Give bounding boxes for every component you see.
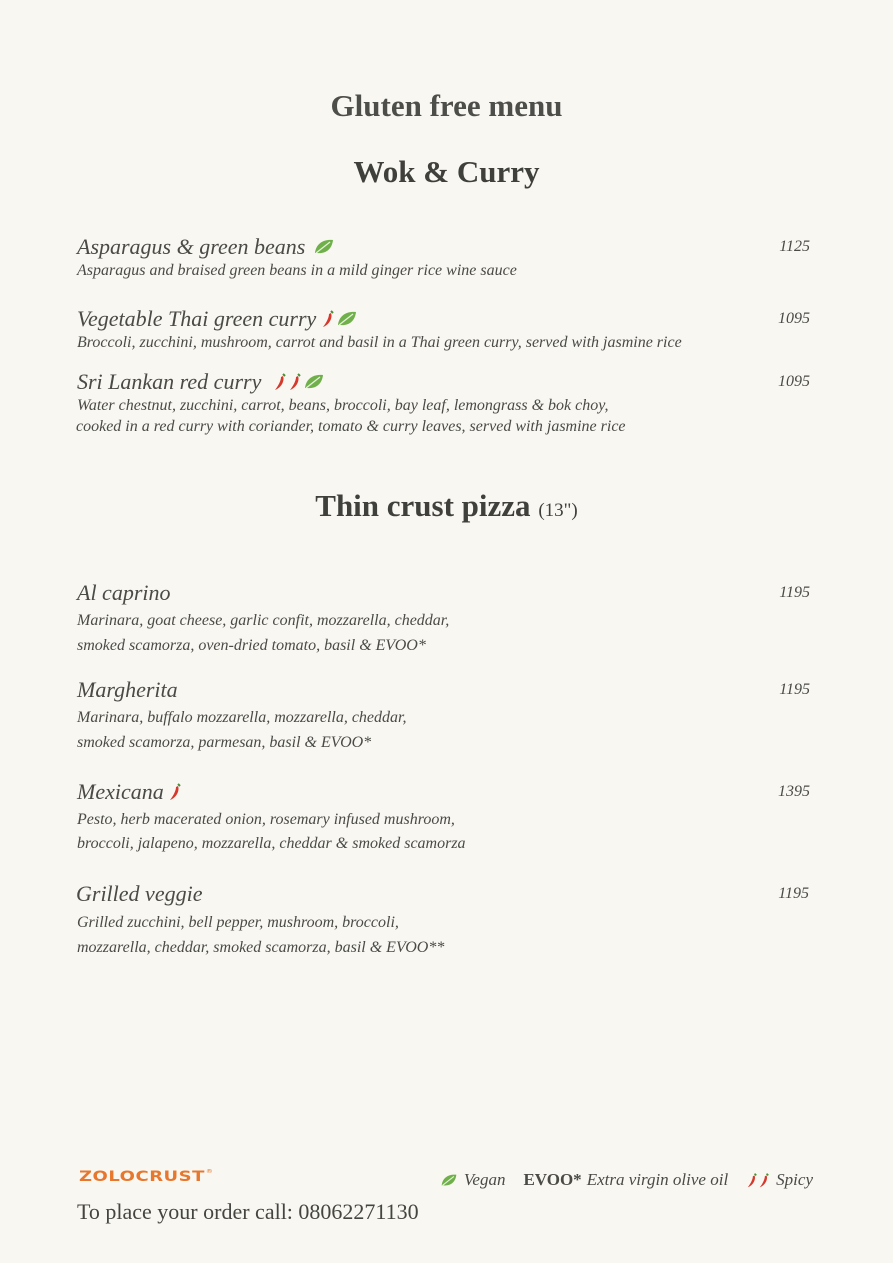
item-price: 1195 (779, 584, 810, 601)
order-phone-line: To place your order call: 08062271130 (77, 1199, 419, 1224)
item-name: Margherita (77, 677, 178, 702)
leaf-icon (336, 310, 358, 328)
chilli-icon (273, 372, 287, 392)
item-icons (168, 782, 182, 802)
chilli-icon (168, 782, 182, 802)
legend-spicy: Spicy (746, 1170, 813, 1190)
item-description: Pesto, herb macerated onion, rosemary infused mushroom, (77, 811, 455, 828)
menu-item-mexicana (77, 779, 813, 853)
chilli-icon (758, 1172, 770, 1189)
section-title-suffix: (13") (538, 500, 578, 521)
menu-item-asparagus (77, 234, 813, 280)
leaf-icon (303, 373, 325, 391)
item-name: Sri Lankan red curry (77, 369, 262, 394)
section-title-wok-curry: Wok & Curry (353, 154, 540, 189)
menu-item-grilled-veggie (76, 881, 812, 957)
legend (440, 1170, 813, 1190)
menu-item-sri-lankan-red-curry (77, 369, 813, 436)
menu-item-margherita (77, 677, 813, 752)
item-price: 1195 (778, 885, 809, 902)
item-name: Mexicana (77, 779, 164, 804)
item-description: Broccoli, zucchini, mushroom, carrot and basil in a Thai green curry, served with jasmine rice (77, 334, 682, 351)
section-title-thin-crust-pizza: Thin crust pizza (13") (315, 488, 578, 523)
chilli-icon (321, 309, 335, 329)
item-price: 1195 (779, 681, 810, 698)
item-description: Grilled zucchini, bell pepper, mushroom, broccoli, (77, 914, 399, 931)
item-description: mozzarella, cheddar, smoked scamorza, basil & EVOO** (77, 939, 445, 956)
menu-item-thai-green-curry (77, 306, 813, 352)
item-description: broccoli, jalapeno, mozzarella, cheddar & smoked scamorza (77, 835, 466, 852)
brand-logo: ZOLOCRUST® (79, 1168, 214, 1185)
item-price: 1395 (778, 783, 810, 800)
legend-vegan: Vegan (440, 1170, 506, 1190)
chilli-icon (746, 1172, 758, 1189)
leaf-icon (440, 1173, 458, 1188)
page-title: Gluten free menu (330, 88, 563, 123)
item-description: Marinara, buffalo mozzarella, mozzarella, cheddar, (77, 709, 407, 726)
item-name: Al caprino (77, 580, 171, 605)
item-description: cooked in a red curry with coriander, tomato & curry leaves, served with jasmine rice (76, 418, 626, 435)
item-description: Marinara, goat cheese, garlic confit, mozzarella, cheddar, (77, 612, 450, 629)
item-description: Asparagus and braised green beans in a mild ginger rice wine sauce (77, 262, 517, 279)
legend-evoo: EVOO* Extra virgin olive oil (523, 1170, 729, 1189)
menu-item-al-caprino (77, 580, 813, 655)
item-price: 1125 (779, 238, 810, 255)
item-icons (273, 372, 325, 392)
item-description: smoked scamorza, parmesan, basil & EVOO* (77, 734, 372, 751)
item-icons (321, 309, 358, 329)
item-description: Water chestnut, zucchini, carrot, beans, broccoli, bay leaf, lemongrass & bok choy, (77, 397, 609, 414)
chilli-icon (288, 372, 302, 392)
item-price: 1095 (778, 310, 810, 327)
item-icons (313, 238, 335, 256)
item-price: 1095 (778, 373, 810, 390)
item-description: smoked scamorza, oven-dried tomato, basil & EVOO* (77, 637, 426, 654)
leaf-icon (313, 238, 335, 256)
item-name: Vegetable Thai green curry (77, 306, 317, 331)
item-name: Asparagus & green beans (77, 234, 306, 259)
item-name: Grilled veggie (76, 881, 203, 906)
